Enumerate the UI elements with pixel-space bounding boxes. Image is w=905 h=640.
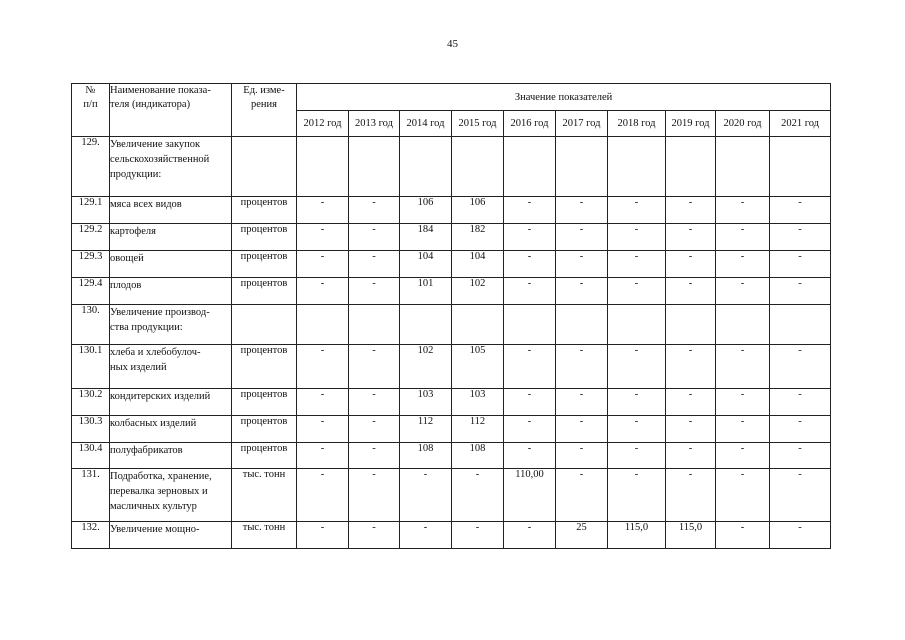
header-year: 2020 год [716, 111, 770, 137]
indicator-name: Увеличение мощно- [110, 522, 232, 549]
value-cell: - [297, 443, 349, 469]
header-unit: Ед. изме- рения [232, 84, 297, 137]
value-cell: - [608, 443, 666, 469]
header-year: 2018 год [608, 111, 666, 137]
value-cell [297, 137, 349, 197]
value-cell: - [297, 224, 349, 251]
value-cell: - [556, 278, 608, 305]
indicator-name: овощей [110, 251, 232, 278]
header-values: Значение показателей [297, 84, 831, 111]
value-cell: - [297, 469, 349, 522]
value-cell: - [349, 469, 400, 522]
value-cell [400, 305, 452, 345]
value-cell: - [556, 389, 608, 416]
value-cell: - [556, 224, 608, 251]
header-year: 2016 год [504, 111, 556, 137]
unit-cell: процентов [232, 416, 297, 443]
value-cell: - [716, 224, 770, 251]
value-cell: - [297, 389, 349, 416]
value-cell: - [666, 389, 716, 416]
value-cell: - [770, 278, 831, 305]
value-cell: 115,0 [608, 522, 666, 549]
header-year: 2015 год [452, 111, 504, 137]
value-cell: - [608, 197, 666, 224]
value-cell [608, 305, 666, 345]
header-row [72, 84, 831, 111]
value-cell: - [716, 278, 770, 305]
value-cell [716, 305, 770, 345]
value-cell: - [770, 224, 831, 251]
value-cell: - [608, 278, 666, 305]
value-cell [452, 305, 504, 345]
row-number: 129.3 [72, 251, 110, 278]
value-cell: - [400, 469, 452, 522]
value-cell: 110,00 [504, 469, 556, 522]
value-cell [349, 137, 400, 197]
table-row [72, 345, 831, 389]
value-cell: - [556, 197, 608, 224]
value-cell: - [349, 443, 400, 469]
value-cell: 108 [400, 443, 452, 469]
value-cell: - [608, 469, 666, 522]
header-num: № п/п [72, 84, 110, 137]
page-number: 45 [447, 38, 458, 50]
value-cell [504, 137, 556, 197]
table-row [72, 197, 831, 224]
unit-cell: тыс. тонн [232, 522, 297, 549]
table-row [72, 305, 831, 345]
unit-cell [232, 137, 297, 197]
value-cell: - [504, 197, 556, 224]
indicator-name: Увеличение производ- ства продукции: [110, 305, 232, 345]
value-cell: - [504, 278, 556, 305]
value-cell [716, 137, 770, 197]
unit-cell: процентов [232, 251, 297, 278]
value-cell: - [349, 224, 400, 251]
header-year: 2014 год [400, 111, 452, 137]
value-cell: - [349, 416, 400, 443]
value-cell: - [666, 345, 716, 389]
value-cell: - [400, 522, 452, 549]
row-number: 129. [72, 137, 110, 197]
value-cell: - [666, 224, 716, 251]
row-number: 131. [72, 469, 110, 522]
value-cell: - [770, 522, 831, 549]
value-cell: 103 [400, 389, 452, 416]
table-row [72, 443, 831, 469]
value-cell: - [349, 389, 400, 416]
indicator-name: мяса всех видов [110, 197, 232, 224]
row-number: 130.2 [72, 389, 110, 416]
value-cell: - [297, 345, 349, 389]
value-cell [297, 305, 349, 345]
value-cell: - [716, 443, 770, 469]
indicator-name: плодов [110, 278, 232, 305]
indicators-table [71, 83, 831, 549]
value-cell: - [666, 469, 716, 522]
value-cell: - [716, 389, 770, 416]
value-cell: - [349, 251, 400, 278]
value-cell [556, 137, 608, 197]
value-cell: 115,0 [666, 522, 716, 549]
value-cell: - [770, 389, 831, 416]
indicator-name: Увеличение закупок сельскохозяйственной продукции: [110, 137, 232, 197]
value-cell: - [608, 345, 666, 389]
value-cell: 101 [400, 278, 452, 305]
value-cell: - [608, 224, 666, 251]
header-year: 2017 год [556, 111, 608, 137]
value-cell: - [349, 522, 400, 549]
value-cell: - [666, 197, 716, 224]
value-cell: 105 [452, 345, 504, 389]
row-number: 129.1 [72, 197, 110, 224]
value-cell [400, 137, 452, 197]
unit-cell: процентов [232, 278, 297, 305]
indicator-name: Подработка, хранение, перевалка зерновых и масличных культур [110, 469, 232, 522]
value-cell: 102 [452, 278, 504, 305]
value-cell: 112 [400, 416, 452, 443]
value-cell: 25 [556, 522, 608, 549]
value-cell: 104 [452, 251, 504, 278]
value-cell: - [504, 345, 556, 389]
value-cell: - [297, 197, 349, 224]
row-number: 130.3 [72, 416, 110, 443]
value-cell: - [556, 251, 608, 278]
value-cell [770, 305, 831, 345]
value-cell: - [349, 278, 400, 305]
value-cell: - [349, 197, 400, 224]
value-cell: - [297, 522, 349, 549]
value-cell [608, 137, 666, 197]
value-cell: - [608, 416, 666, 443]
value-cell: - [349, 345, 400, 389]
header-year: 2013 год [349, 111, 400, 137]
unit-cell: процентов [232, 197, 297, 224]
header-name: Наименование показа- теля (индикатора) [110, 84, 232, 137]
value-cell: - [504, 522, 556, 549]
value-cell: - [452, 522, 504, 549]
value-cell: - [556, 416, 608, 443]
value-cell: - [504, 416, 556, 443]
unit-cell: процентов [232, 345, 297, 389]
value-cell: - [504, 389, 556, 416]
row-number: 130.4 [72, 443, 110, 469]
table-row [72, 522, 831, 549]
table-row [72, 389, 831, 416]
table-row [72, 469, 831, 522]
value-cell: - [504, 443, 556, 469]
unit-cell [232, 305, 297, 345]
value-cell: - [556, 469, 608, 522]
table-row [72, 251, 831, 278]
table-row [72, 416, 831, 443]
value-cell [556, 305, 608, 345]
table-row [72, 278, 831, 305]
value-cell: - [716, 345, 770, 389]
header-year: 2019 год [666, 111, 716, 137]
value-cell [770, 137, 831, 197]
value-cell: - [770, 416, 831, 443]
value-cell: 106 [400, 197, 452, 224]
row-number: 130. [72, 305, 110, 345]
value-cell: 103 [452, 389, 504, 416]
value-cell [666, 305, 716, 345]
row-number: 129.4 [72, 278, 110, 305]
table-body [72, 137, 831, 549]
value-cell: - [716, 251, 770, 278]
header-year: 2021 год [770, 111, 831, 137]
value-cell: - [716, 416, 770, 443]
value-cell: - [556, 443, 608, 469]
value-cell: - [770, 469, 831, 522]
value-cell: - [452, 469, 504, 522]
unit-cell: тыс. тонн [232, 469, 297, 522]
value-cell: - [297, 278, 349, 305]
value-cell: 106 [452, 197, 504, 224]
value-cell: - [716, 197, 770, 224]
value-cell [452, 137, 504, 197]
value-cell: - [297, 251, 349, 278]
indicator-name: колбасных изделий [110, 416, 232, 443]
value-cell: - [716, 469, 770, 522]
value-cell: 112 [452, 416, 504, 443]
value-cell: - [666, 251, 716, 278]
value-cell [666, 137, 716, 197]
value-cell: - [608, 251, 666, 278]
value-cell: - [770, 197, 831, 224]
unit-cell: процентов [232, 443, 297, 469]
value-cell: - [770, 251, 831, 278]
row-number: 130.1 [72, 345, 110, 389]
indicator-name: кондитерских изделий [110, 389, 232, 416]
indicator-name: хлеба и хлебобулоч- ных изделий [110, 345, 232, 389]
value-cell: - [666, 278, 716, 305]
unit-cell: процентов [232, 224, 297, 251]
header-year: 2012 год [297, 111, 349, 137]
value-cell: - [666, 443, 716, 469]
value-cell: 108 [452, 443, 504, 469]
table-row [72, 137, 831, 197]
value-cell: 182 [452, 224, 504, 251]
value-cell: - [556, 345, 608, 389]
table-row [72, 224, 831, 251]
value-cell: - [770, 443, 831, 469]
value-cell [504, 305, 556, 345]
value-cell: 104 [400, 251, 452, 278]
indicator-name: картофеля [110, 224, 232, 251]
value-cell: - [297, 416, 349, 443]
row-number: 132. [72, 522, 110, 549]
row-number: 129.2 [72, 224, 110, 251]
unit-cell: процентов [232, 389, 297, 416]
value-cell [349, 305, 400, 345]
value-cell: - [716, 522, 770, 549]
value-cell: - [666, 416, 716, 443]
value-cell: - [504, 251, 556, 278]
value-cell: - [608, 389, 666, 416]
value-cell: - [504, 224, 556, 251]
value-cell: - [770, 345, 831, 389]
value-cell: 102 [400, 345, 452, 389]
indicator-name: полуфабрикатов [110, 443, 232, 469]
value-cell: 184 [400, 224, 452, 251]
